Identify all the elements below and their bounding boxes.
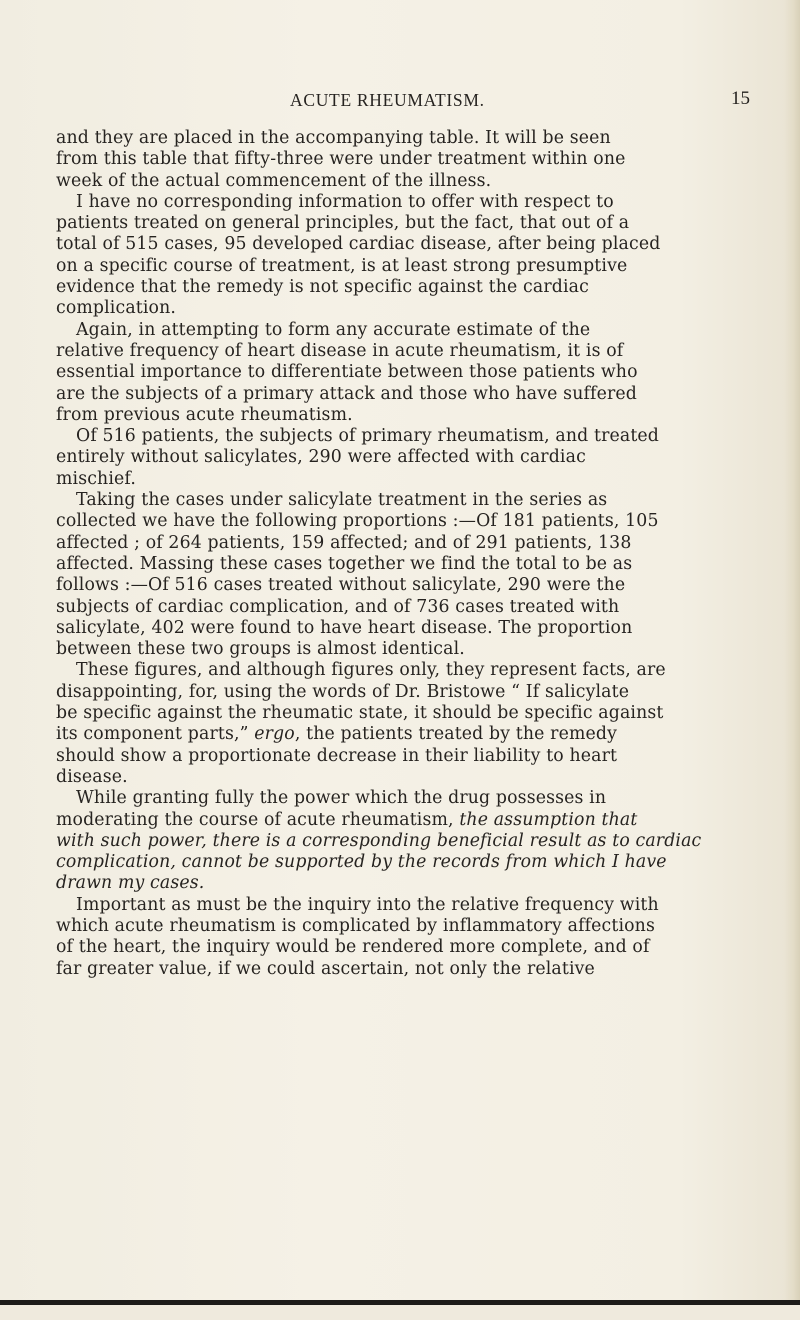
text-line: patients treated on general principles, but the fact, that out of a: [56, 213, 630, 234]
text-line: complication.: [56, 298, 177, 319]
text-line: These figures, and although figures only, they represent facts, are: [76, 660, 666, 681]
text-line: moderating the course of acute rheumatism, the assumption that: [56, 809, 638, 830]
text-line: are the subjects of a primary attack and those who have suffered: [56, 383, 637, 404]
text-line: complication, cannot be supported by the records from which I have: [56, 852, 667, 873]
text-line: disease.: [56, 766, 128, 787]
text-line: should show a proportionate decrease in their liability to heart: [56, 745, 618, 766]
text-line: drawn my cases.: [56, 873, 205, 894]
text-line: be specific against the rheumatic state, it should be specific against: [56, 703, 664, 724]
text-line: on a specific course of treatment, is at least strong presumptive: [56, 255, 628, 276]
text-line: far greater value, if we could ascertain, not only the relative: [56, 958, 595, 979]
text-line: While granting fully the power which the drug possesses in: [76, 788, 607, 809]
bottom-margin: [0, 1305, 800, 1320]
text-line: Of 516 patients, the subjects of primary rheumatism, and treated: [76, 426, 660, 447]
text-line: essential importance to differentiate between those patients who: [56, 362, 638, 383]
text-line: Important as must be the inquiry into the relative frequency with: [76, 894, 659, 915]
text-line: I have no corresponding information to offer with respect to: [76, 191, 614, 212]
page-edge-shadow: [784, 0, 800, 1300]
text-line: disappointing, for, using the words of Dr. Bristowe “ If salicylate: [56, 681, 630, 702]
text-line: with such power, there is a corresponding beneficial result as to cardiac: [56, 830, 702, 851]
running-title: ACUTE RHEUMATISM.: [290, 90, 485, 110]
text-line: affected. Massing these cases together we find the total to be as: [56, 553, 633, 574]
text-line: Again, in attempting to form any accurate estimate of the: [76, 319, 591, 340]
text-line: subjects of cardiac complication, and of 736 cases treated with: [56, 596, 620, 617]
text-line: evidence that the remedy is not specific against the cardiac: [56, 277, 589, 298]
text-line: follows :—Of 516 cases treated without salicylate, 290 were the: [56, 575, 626, 596]
text-line: entirely without salicylates, 290 were affected with cardiac: [56, 447, 586, 468]
text-line: its component parts,” ergo, the patients treated by the remedy: [56, 724, 618, 745]
text-line: of the heart, the inquiry would be rendered more complete, and of: [56, 937, 650, 958]
page-number: 15: [731, 88, 750, 109]
text-line: collected we have the following proportions :—Of 181 patients, 105: [56, 511, 659, 532]
text-line: which acute rheumatism is complicated by inflammatory affections: [56, 915, 655, 936]
text-line: total of 515 cases, 95 developed cardiac disease, after being placed: [56, 234, 661, 255]
text-line: between these two groups is almost identical.: [56, 639, 465, 660]
text-line: from previous acute rheumatism.: [56, 404, 353, 425]
text-line: affected ; of 264 patients, 159 affected; and of 291 patients, 138: [56, 532, 632, 553]
text-line: mischief.: [56, 468, 136, 489]
running-head: [40, 90, 750, 114]
text-line: and they are placed in the accompanying table. It will be seen: [56, 128, 611, 148]
text-line: relative frequency of heart disease in acute rheumatism, it is of: [56, 340, 624, 361]
text-line: from this table that fifty-three were under treatment within one: [56, 149, 626, 170]
text-line: salicylate, 402 were found to have heart disease. The proportion: [56, 617, 633, 638]
body-text: [56, 128, 752, 980]
text-line: week of the actual commencement of the illness.: [56, 170, 492, 191]
text-line: Taking the cases under salicylate treatment in the series as: [76, 490, 608, 511]
